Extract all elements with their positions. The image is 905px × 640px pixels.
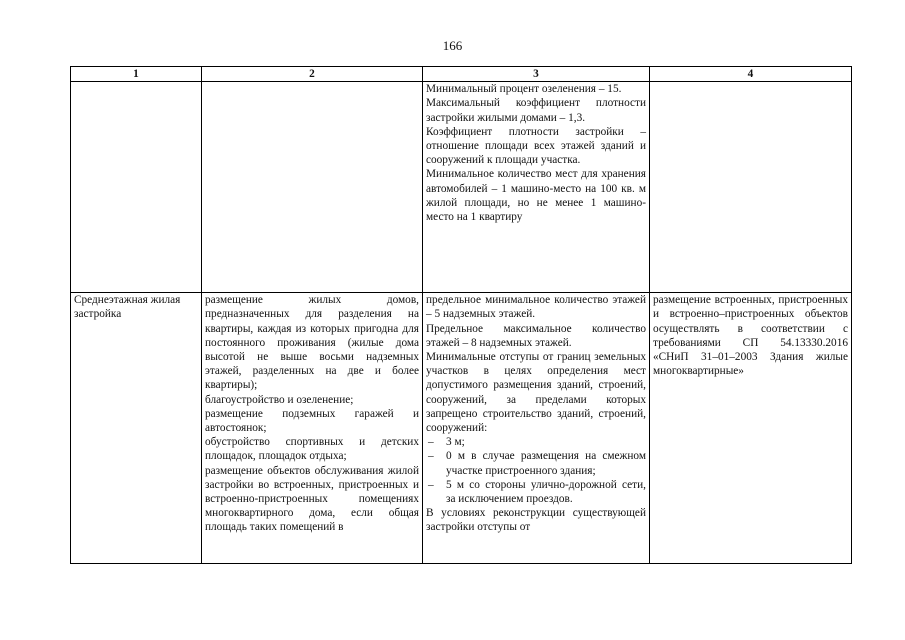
paragraph: благоустройство и озеленение; xyxy=(205,393,354,406)
paragraph: Минимальное количество мест для хранения автомобилей – 1 машино-место на 100 кв. м жилой площади, но не менее 1 машино-место на 1 квартиру xyxy=(426,168,646,224)
paragraph: предельное минимальное количество этажей – 5 надземных этажей. xyxy=(426,294,646,321)
column-header-4: 4 xyxy=(650,67,852,82)
list-item-text: 5 м со стороны улично-дорожной сети, за исключением проездов. xyxy=(446,478,646,506)
setback-list xyxy=(426,435,646,506)
paragraph: обустройство спортивных и детских площадок, площадок отдыха; xyxy=(205,436,419,463)
paragraph: Коэффициент плотности застройки – отношение площади всех этажей зданий и сооружений к площади участка. xyxy=(426,125,646,167)
dash-bullet: – xyxy=(428,478,434,491)
table-header-row xyxy=(71,67,852,82)
regulations-table xyxy=(70,66,852,564)
cell-empty xyxy=(650,82,852,293)
column-header-1: 1 xyxy=(71,67,202,82)
paragraph: размещение объектов обслуживания жилой застройки во встроенных, пристроенных и встроенно-пристроенных помещениях многоквартирного дома, если общая площадь таких помещений в xyxy=(205,464,419,534)
paragraph: Минимальный процент озеленения – 15. xyxy=(426,83,622,96)
paragraph: размещение жилых домов, предназначенных для разделения на квартиры, каждая из которых пригодна для постоянного проживания (жилые дома высотой не выше восьми надземных этажей, разделенных на две и более квартиры); xyxy=(205,294,419,392)
paragraph: Предельное максимальное количество этажей – 8 надземных этажей. xyxy=(426,322,646,349)
cell-limit-parameters xyxy=(423,293,650,564)
paragraph: размещение подземных гаражей и автостоянок; xyxy=(205,407,419,435)
list-item-text: 0 м в случае размещения на смежном участке пристроенного здания; xyxy=(446,450,646,477)
cell-zone-name: Среднеэтажная жилая застройка xyxy=(71,293,202,564)
dash-bullet: – xyxy=(428,436,434,449)
list-item-text: 3 м; xyxy=(446,436,465,449)
paragraph: Минимальные отступы от границ земельных участков в целях определения мест допустимого размещения зданий, строений, сооружений, за пределами которых запрещено строительство зданий, строений, сооружений: xyxy=(426,351,646,435)
list-item xyxy=(426,435,646,449)
column-header-3: 3 xyxy=(423,67,650,82)
table-row xyxy=(71,82,852,293)
column-header-2: 2 xyxy=(202,67,423,82)
cell-conditions: размещение встроенных, пристроенных и встроенно–пристроенных объектов осуществлять в соответствии с требованиями СП 54.13330.2016 «СНиП 31–01–2003 Здания жилые многоквартирные» xyxy=(650,293,852,564)
cell-permitted-uses xyxy=(202,293,423,564)
cell-empty xyxy=(71,82,202,293)
paragraph: В условиях реконструкции существующей застройки отступы от xyxy=(426,507,646,534)
table-row xyxy=(71,293,852,564)
list-item xyxy=(426,478,646,506)
dash-bullet: – xyxy=(428,450,434,463)
cell-parameters xyxy=(423,82,650,293)
paragraph: Максимальный коэффициент плотности застройки жилыми домами – 1,3. xyxy=(426,97,646,124)
page-number: 166 xyxy=(442,38,463,53)
list-item xyxy=(426,449,646,477)
cell-empty xyxy=(202,82,423,293)
